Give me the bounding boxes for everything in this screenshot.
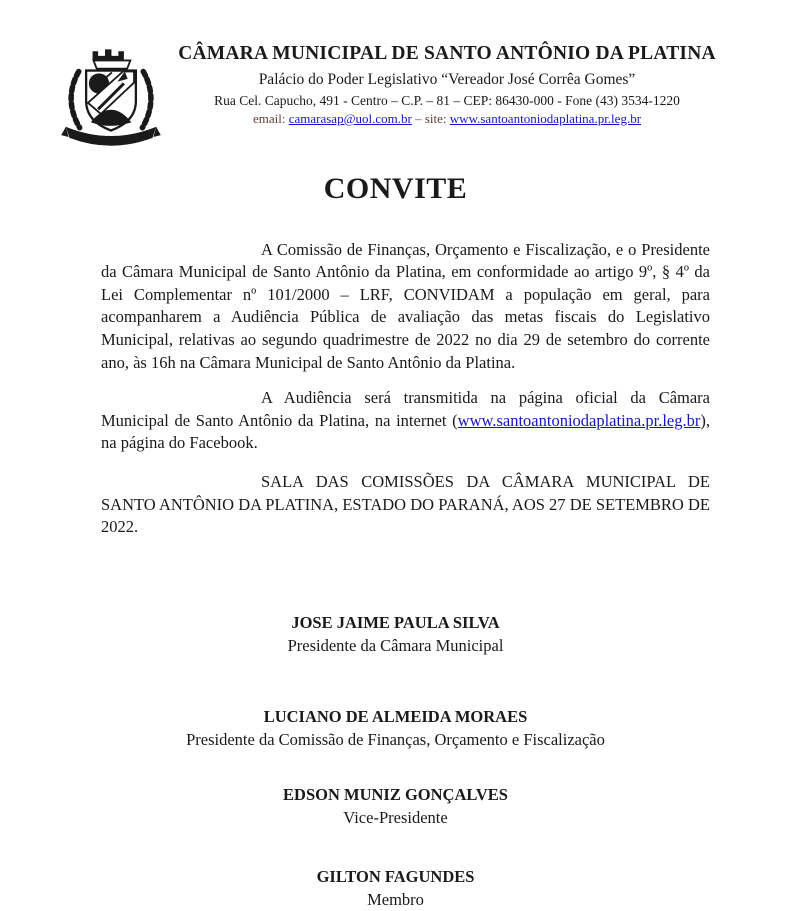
signature-block xyxy=(0,865,791,911)
website-link[interactable]: www.santoantoniodaplatina.pr.leg.br xyxy=(457,410,701,430)
email-link[interactable]: camarasap@uol.com.br xyxy=(288,111,412,127)
org-title: CÂMARA MUNICIPAL DE SANTO ANTÔNIO DA PLATINA xyxy=(178,43,716,64)
signatory-name: LUCIANO DE ALMEIDA MORAES xyxy=(263,706,528,726)
signature-block xyxy=(0,705,791,751)
signature-block xyxy=(0,783,791,829)
signatory-role: Membro xyxy=(367,889,424,909)
site-label: – site: xyxy=(411,111,450,127)
signature-list xyxy=(0,611,791,911)
site-link[interactable]: www.santoantoniodaplatina.pr.leg.br xyxy=(449,111,642,127)
paragraph-broadcast xyxy=(101,387,710,455)
coat-of-arms-logo xyxy=(50,42,172,148)
org-contact-line xyxy=(158,111,736,128)
paragraph-broadcast-text-before: A Audiência será transmitida na página oficial da Câmara Municipal de Santo Antônio da Platina, na internet ( xyxy=(101,388,710,430)
letterhead xyxy=(0,0,791,128)
email-label: email: xyxy=(252,111,289,127)
signatory-role: Presidente da Comissão de Finanças, Orçamento e Fiscalização xyxy=(186,729,605,749)
signatory-name: JOSE JAIME PAULA SILVA xyxy=(291,612,500,632)
paragraph-broadcast-text-after: ), na página do Facebook. xyxy=(101,410,710,453)
signatory-role: Presidente da Câmara Municipal xyxy=(287,635,504,655)
org-subtitle: Palácio do Poder Legislativo “Vereador José Corrêa Gomes” xyxy=(258,70,636,88)
document-title: CONVITE xyxy=(323,171,468,205)
letterhead-text xyxy=(158,42,736,128)
signature-block xyxy=(0,611,791,657)
org-address: Rua Cel. Capucho, 491 - Centro – C.P. – 81 – CEP: 86430-000 - Fone (43) 3534-1220 xyxy=(214,92,680,108)
signatory-name: EDSON MUNIZ GONÇALVES xyxy=(283,784,508,804)
signatory-name: GILTON FAGUNDES xyxy=(316,866,475,886)
signatory-role: Vice-Presidente xyxy=(343,807,448,827)
paragraph-dateline: SALA DAS COMISSÕES DA CÂMARA MUNICIPAL DE SANTO ANTÔNIO DA PLATINA, ESTADO DO PARANÁ, AOS 27 DE SETEMBRO DE 2022. xyxy=(101,472,710,537)
paragraph-invitation: A Comissão de Finanças, Orçamento e Fiscalização, e o Presidente da Câmara Municipal de Santo Antônio da Platina, em conformidade ao artigo 9º, § 4º da Lei Complementar nº 101/2000 – LRF, CONVIDAM a população em geral, para acompanharem a Audiência Pública de avaliação das metas fiscais do Legislativo Municipal, relativas ao segundo quadrimestre de 2022 no dia 29 de setembro do corrente ano, às 16h na Câmara Municipal de Santo Antônio da Platina. xyxy=(101,239,710,372)
document-body xyxy=(0,239,791,539)
